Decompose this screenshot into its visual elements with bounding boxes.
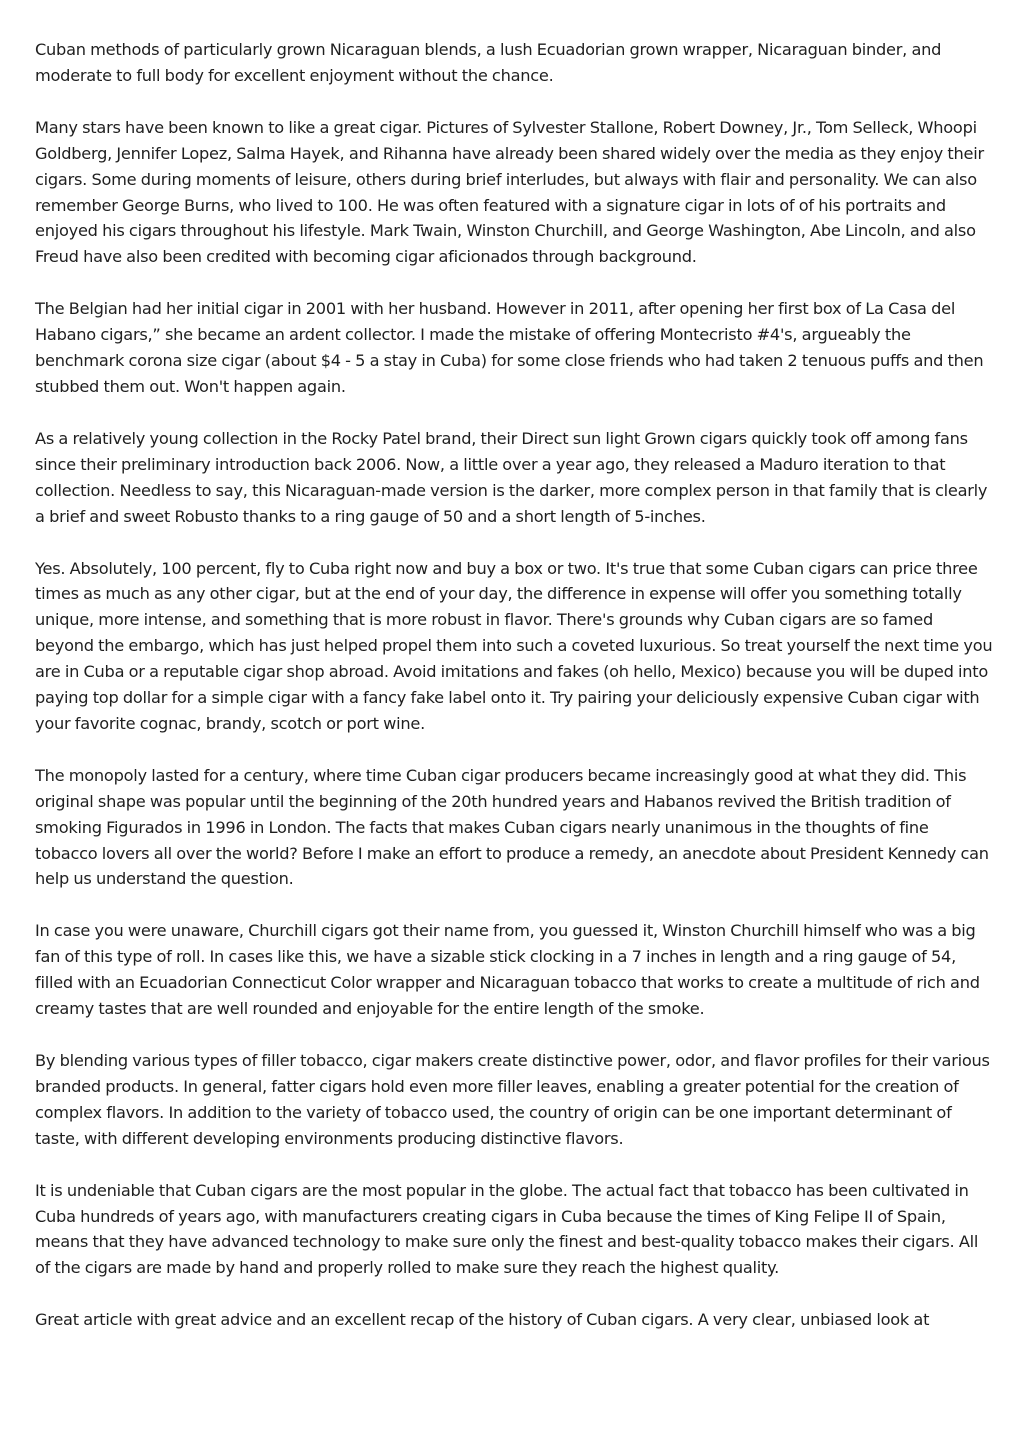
paragraph: Yes. Absolutely, 100 percent, fly to Cuba right now and buy a box or two. It's true that some Cuban cigars can price three times as much as any other cigar, but at the end of your day, the difference in expense will offer you something totally unique, more intense, and something that is more robust in flavor. There's grounds why Cuban cigars are so famed beyond the embargo, which has just helped propel them into such a coveted luxurious. So treat yourself the next time you are in Cuba or a reputable cigar shop abroad. Avoid imitations and fakes (oh hello, Mexico) because you will be duped into paying top dollar for a simple cigar with a fancy fake label onto it. Try pairing your deliciously expensive Cuban cigar with your favorite cognac, brandy, scotch or port wine. [35, 558, 993, 733]
article-body [35, 37, 995, 1359]
paragraph: Many stars have been known to like a great cigar. Pictures of Sylvester Stallone, Robert Downey, Jr., Tom Selleck, Whoopi Goldberg, Jennifer Lopez, Salma Hayek, and Rihanna have already been shared widely over the media as they enjoy their cigars. Some during moments of leisure, others during brief interludes, but always with flair and personality. We can also remember George Burns, who lived to 100. He was often featured with a signature cigar in lots of of his portraits and enjoyed his cigars throughout his lifestyle. Mark Twain, Winston Churchill, and George Washington, Abe Lincoln, and also Freud have also been credited with becoming cigar aficionados through background. [35, 117, 984, 267]
paragraph: Cuban methods of particularly grown Nicaraguan blends, a lush Ecuadorian grown wrapper, Nicaraguan binder, and moderate to full body for excellent enjoyment without the chance. [35, 40, 942, 85]
paragraph: By blending various types of filler tobacco, cigar makers create distinctive power, odor, and flavor profiles for their various branded products. In general, fatter cigars hold even more filler leaves, enabling a greater potential for the creation of complex flavors. In addition to the variety of tobacco used, the country of origin can be one important determinant of taste, with different developing environments producing distinctive flavors. [35, 1051, 990, 1148]
paragraph: As a relatively young collection in the Rocky Patel brand, their Direct sun light Grown cigars quickly took off among fans since their preliminary introduction back 2006. Now, a little over a year ago, they released a Maduro iteration to that collection. Needless to say, this Nicaraguan-made version is the darker, more complex person in that family that is clearly a brief and sweet Robusto thanks to a ring gauge of 50 and a short length of 5-inches. [35, 428, 988, 526]
paragraph: The monopoly lasted for a century, where time Cuban cigar producers became increasingly good at what they did. This original shape was popular until the beginning of the 20th hundred years and Habanos revived the British tradition of smoking Figurados in 1996 in London. The facts that makes Cuban cigars nearly unanimous in the thoughts of fine tobacco lovers all over the world? Before I make an effort to produce a remedy, an anecdote about President Kennedy can help us understand the question. [35, 765, 989, 889]
paragraph: In case you were unaware, Churchill cigars got their name from, you guessed it, Winston Churchill himself who was a big fan of this type of roll. In cases like this, we have a sizable stick clocking in a 7 inches in length and a ring gauge of 54, filled with an Ecuadorian Connecticut Color wrapper and Nicaraguan tobacco that works to create a multitude of rich and creamy tastes that are well rounded and enjoyable for the entire length of the smoke. [35, 921, 980, 1019]
paragraph: The Belgian had her initial cigar in 2001 with her husband. However in 2011, after opening her first box of La Casa del Habano cigars,” she became an ardent collector. I made the mistake of offering Montecristo #4's, argueably the benchmark corona size cigar (about $4 - 5 a stay in Cuba) for some close friends who had taken 2 tenuous puffs and then stubbed them out. Won't happen again. [35, 299, 984, 396]
paragraph: Great article with great advice and an excellent recap of the history of Cuban cigars. A very clear, unbiased look at [35, 1310, 930, 1330]
paragraph: It is undeniable that Cuban cigars are the most popular in the globe. The actual fact that tobacco has been cultivated in Cuba hundreds of years ago, with manufacturers creating cigars in Cuba because the times of King Felipe II of Spain, means that they have advanced technology to make sure only the finest and best-quality tobacco makes their cigars. All of the cigars are made by hand and properly rolled to make sure they reach the highest quality. [35, 1180, 979, 1278]
